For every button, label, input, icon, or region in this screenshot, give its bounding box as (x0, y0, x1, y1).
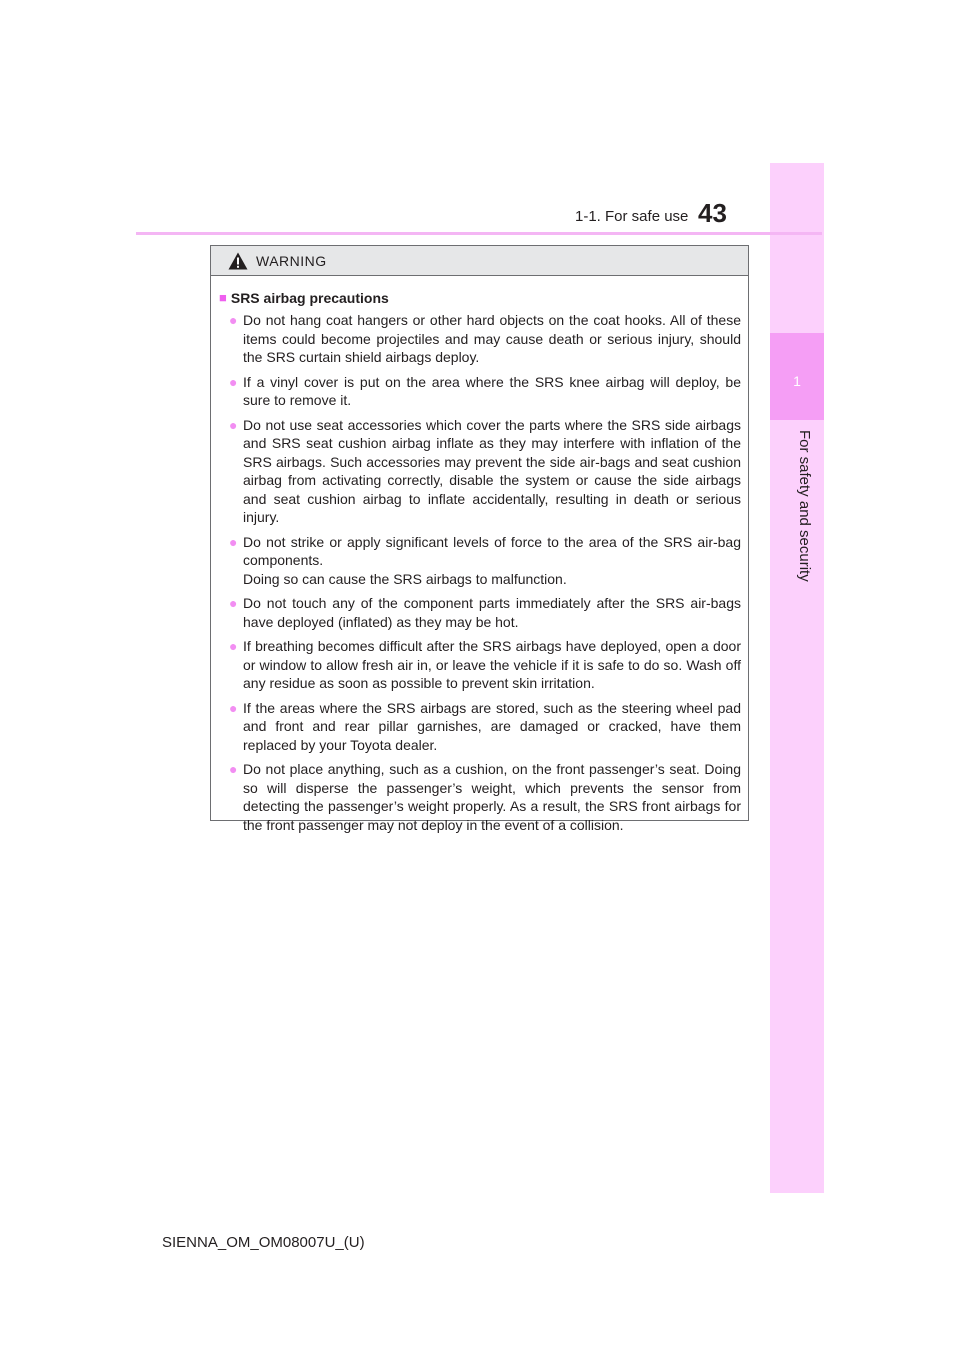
circle-bullet-icon: ● (229, 312, 238, 328)
header-section-title: 1-1. For safe use (575, 208, 689, 225)
list-item (229, 637, 741, 693)
warning-body (211, 276, 748, 834)
list-item (229, 594, 741, 631)
warning-list (219, 311, 741, 834)
chapter-side-tab (770, 163, 824, 1193)
document-code: SIENNA_OM_OM08007U_(U) (162, 1234, 365, 1251)
list-item-text: Do not hang coat hangers or other hard objects on the coat hooks. All of these items could become projectiles and may cause death or serious injury, should the SRS curtain shield airbags deploy. (243, 312, 741, 365)
warning-header (211, 246, 748, 276)
list-item-text: If a vinyl cover is put on the area where the SRS knee airbag will deploy, be sure to remove it. (243, 373, 741, 408)
list-item-text: If breathing becomes difficult after the SRS airbags have deployed, open a door or window to allow fresh air in, or leave the vehicle if it is safe to do so. Wash off any residue as soon as possible to prevent skin irritation. (243, 638, 741, 691)
list-item (229, 533, 741, 589)
circle-bullet-icon: ● (229, 699, 238, 716)
warning-box (210, 245, 749, 833)
circle-bullet-icon: ● (229, 416, 238, 433)
square-bullet-icon: ■ (219, 290, 227, 305)
list-item (229, 760, 741, 834)
header-rule (136, 232, 822, 235)
list-item (229, 373, 741, 410)
page-number: 43 (698, 198, 727, 228)
circle-bullet-icon: ● (229, 638, 238, 654)
chapter-number: 1 (793, 373, 801, 389)
circle-bullet-icon: ● (229, 595, 238, 611)
section-title-text: SRS airbag precautions (230, 290, 389, 306)
list-item (229, 416, 741, 527)
list-item-text: Do not use seat accessories which cover the parts where the SRS side airbags and SRS seat cushion airbag inflate as they may interfere with inflation of the SRS airbags. Such accessories may prevent the side air-bags and seat cushion airbag from activating correctly, disable the system or cause the side airbags and seat cushion airbag to inflate accidentally, resulting in death or serious injury. (243, 416, 741, 525)
list-item (229, 699, 741, 755)
list-item (229, 311, 741, 367)
list-item-text: If the areas where the SRS airbags are stored, such as the steering wheel pad and front and rear pillar garnishes, are damaged or cracked, have them replaced by your Toyota dealer. (243, 699, 741, 753)
circle-bullet-icon: ● (229, 533, 238, 550)
circle-bullet-icon: ● (229, 373, 238, 390)
warning-triangle-icon (228, 252, 248, 270)
list-item-text: Do not place anything, such as a cushion, on the front passenger’s seat. Doing so will disperse the passenger’s weight, which prevents the sensor from detecting the passenger’s weight properly. As a result, the SRS front airbags for the front passenger may not deploy in the event of a collision. (243, 761, 741, 833)
list-item-text: Do not touch any of the component parts immediately after the SRS air-bags have deployed (inflated) as they may be hot. (243, 595, 741, 630)
warning-label: WARNING (256, 252, 327, 269)
circle-bullet-icon: ● (229, 761, 238, 777)
list-item-text: Do not strike or apply significant levels of force to the area of the SRS air-bag components. Doing so can cause the SRS airbags to malfunction. (243, 533, 741, 587)
chapter-title: For safety and security (796, 430, 813, 582)
section-title (219, 288, 741, 308)
